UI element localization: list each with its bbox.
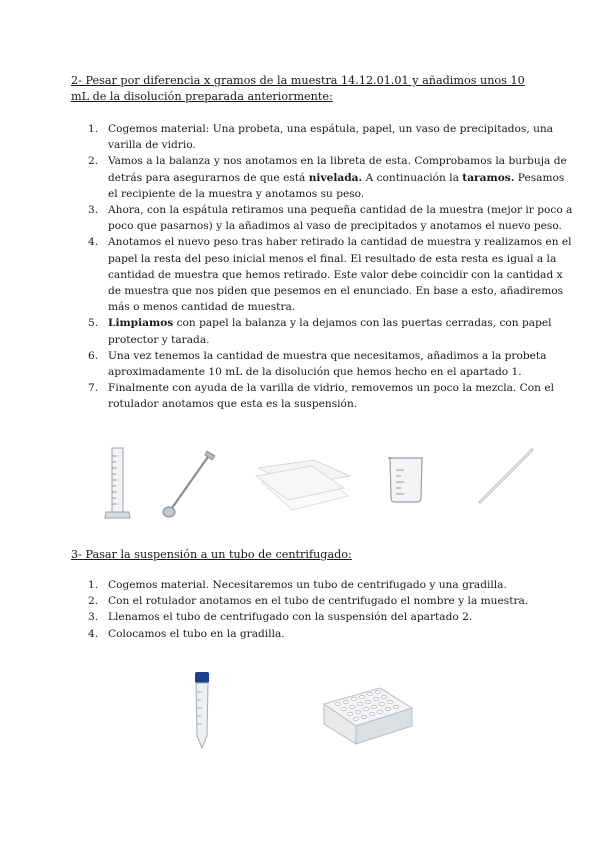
beaker-image: [384, 454, 428, 504]
list-item: Ahora, con la espátula retiramos una pequeña cantidad de la muestra (mejor ir poco a poco que pasarnos) y la añadimos al vaso de precipitados y anotamos el nuevo peso.: [108, 204, 573, 233]
list-item: Vamos a la balanza y nos anotamos en la libreta de esta. Comprobamos la burbuja de detrás para asegurarnos de que está nivelada. A continuación la taramos. Pesamos el recipiente de la muestra y anotamos su peso.: [108, 155, 567, 200]
tube-rack-image: [320, 680, 416, 746]
list-item: Finalmente con ayuda de la varilla de vidrio, removemos un poco la mezcla. Con el rotulador anotamos que esta es la suspensión.: [108, 382, 554, 411]
list-item: Cogemos material. Necesitaremos un tubo de centrifugado y una gradilla.: [108, 579, 507, 591]
list-item: Con el rotulador anotamos en el tubo de centrifugado el nombre y la muestra.: [108, 595, 529, 608]
section-3-heading: 3- Pasar la suspensión a un tubo de centrifugado:: [71, 548, 352, 561]
list-item: Cogemos material: Una probeta, una espátula, papel, un vaso de precipitados, una varilla de vidrio.: [108, 123, 554, 152]
section-2-steps: [72, 121, 573, 413]
section-2-heading: 2- Pesar por diferencia x gramos de la muestra 14.12.01.01 y añadimos unos 10 mL de la disolución preparada anteriormente:: [71, 74, 525, 103]
paper-sheets-image: [254, 458, 354, 514]
list-item: Limpiamos con papel la balanza y la dejamos con las puertas cerradas, con papel protector y tarada.: [108, 317, 552, 346]
list-item: Una vez tenemos la cantidad de muestra que necesitamos, añadimos a la probeta aproximadamente 10 mL de la disolución que hemos hecho en el apartado 1.: [108, 349, 547, 379]
section-3-steps: [72, 577, 573, 642]
glass-rod-image: [476, 446, 536, 506]
graduated-cylinder-image: [100, 446, 134, 520]
list-item: Anotamos el nuevo peso tras haber retirado la cantidad de muestra y realizamos en el papel la resta del peso inicial menos el final. El resultado de esta resta es igual a la cantidad de muestra que hemos retirado. Este valor debe coincidir con la cantidad x de muestra que nos piden que pesemos en el enunciado. En base a esto, añadiremos más o menos cantidad de muestra.: [108, 236, 572, 314]
spatula-image: [158, 448, 218, 522]
centrifuge-tube-image: [190, 670, 214, 752]
list-item: Colocamos el tubo en la gradilla.: [108, 627, 285, 640]
list-item: Llenamos el tubo de centrifugado con la suspensión del apartado 2.: [108, 611, 473, 624]
